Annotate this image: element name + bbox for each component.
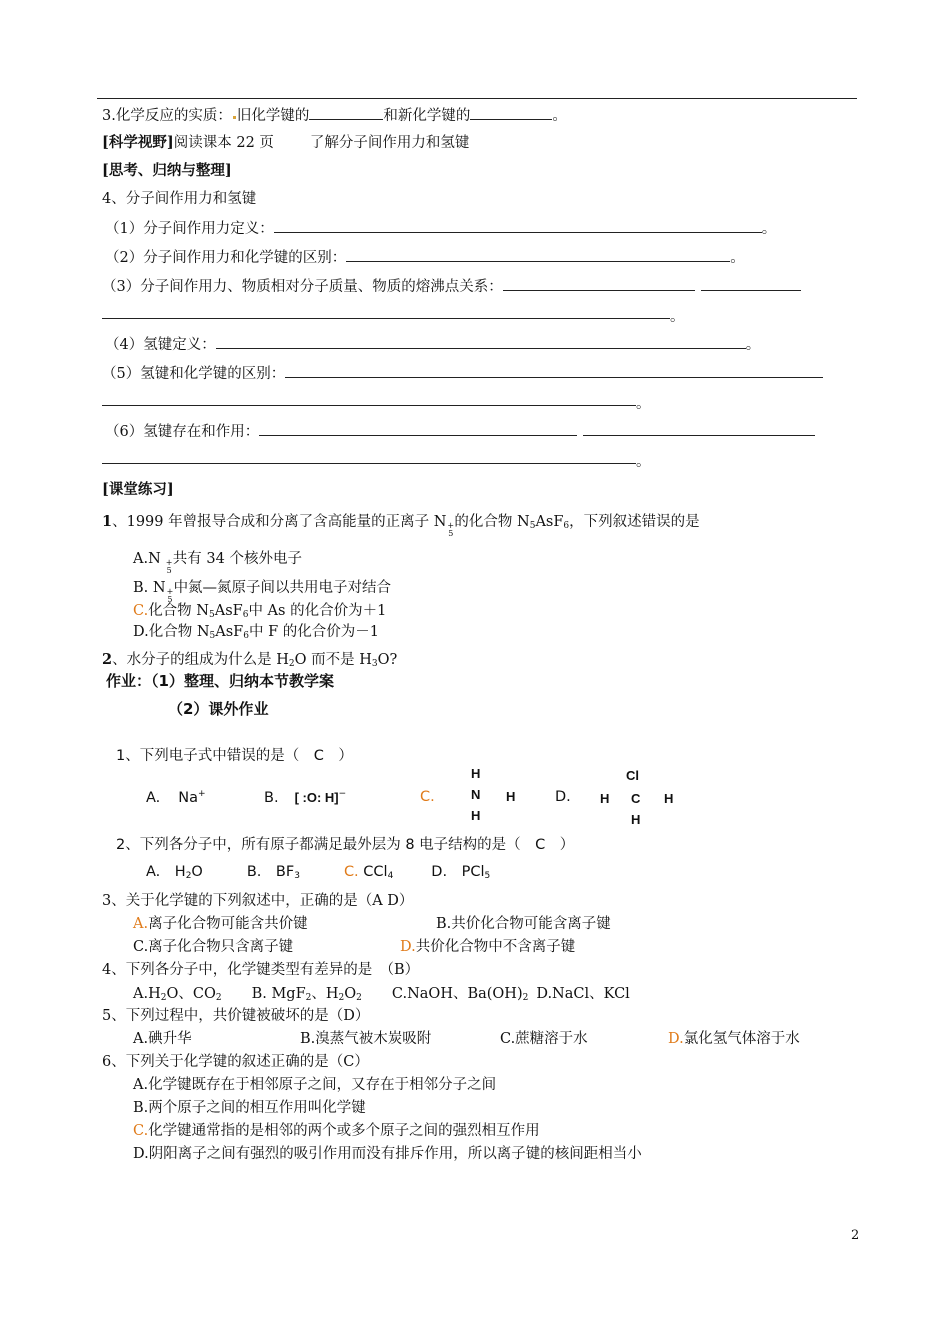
homework-line2: （2）课外作业 [168,700,269,718]
item4-title: 4、分子间作用力和氢键 [102,191,257,207]
hw4-option-b[interactable]: B. MgF$_2$、$H_2O_2$ [251,986,362,1003]
hw5-option-b[interactable]: B.溴蒸气被木炭吸附 [300,1031,432,1047]
hw2-option-b[interactable]: B. $BF_3$ [246,864,300,881]
blank-q6b[interactable] [583,421,815,436]
think-section-title: [思考、归纳与整理] [102,162,232,179]
blank-q4[interactable] [216,334,746,349]
blank-q2[interactable] [346,247,730,262]
hw3-stem: 3、关于化学键的下列叙述中，正确的是（A D） [102,893,414,909]
hw2-option-a[interactable]: A. $H_2O$ [146,864,203,881]
page-number: 2 [851,1228,860,1243]
hw6-stem: 6、下列关于化学键的叙述正确的是（C） [102,1054,369,1070]
hw4-stem: 4、下列各分子中，化学键类型有差异的是 （B） [102,962,420,978]
item4-q1: （1）分子间作用力定义： 。 [105,217,776,238]
blank-form[interactable] [470,105,552,120]
hw3-option-a[interactable]: A.离子化合物可能含共价键 [133,916,308,932]
blank-q6a[interactable] [259,421,577,436]
hw5-option-a[interactable]: A.碘升华 [133,1031,192,1047]
class-practice-title: [课堂练习] [102,481,174,498]
hw4-options [133,982,630,1003]
item4-q2: （2）分子间作用力和化学键的区别： 。 [105,246,745,267]
hw2-option-d[interactable]: D. PCl$_5$ [431,864,491,881]
hw2-option-c[interactable]: C. CCl$_4$ [343,864,394,881]
hw6-option-a[interactable]: A.化学键既存在于相邻原子之间，又存在于相邻分子之间 [133,1077,497,1093]
hw1-stem: 1、下列电子式中错误的是（ C ） [116,748,353,764]
hw1-option-d[interactable]: D. [555,789,571,805]
homework-title: 作业：（1）整理、归纳本节教学案 [106,672,334,690]
marker-dot [233,116,236,119]
hw5-stem: 5、下列过程中，共价键被破坏的是（D） [102,1008,370,1024]
header-rule [97,98,857,99]
item4-q3-end: 。 [670,309,685,325]
item4-q4: （4）氢键定义： 。 [105,333,760,354]
item4-q3: （3）分子间作用力、物质相对分子质量、物质的熔沸点关系： [102,275,801,296]
blank-q3b[interactable] [701,276,801,291]
science-view-line: [科学视野]阅读课本 22 页 了解分子间作用力和氢键 [102,134,470,151]
item4-q6: （6）氢键存在和作用： [105,420,815,441]
hw1-d-structure: Cl H C H H [600,768,674,827]
item4-q5: （5）氢键和化学键的区别： [102,362,823,383]
hw2-stem: 2、下列各分子中，所有原子都满足最外层为 8 电子结构的是（ C ） [116,837,575,853]
blank-q5a[interactable] [285,363,823,378]
hw3-option-b[interactable]: B.共价化合物可能含离子键 [436,916,611,932]
blank-q5b[interactable] [102,405,636,406]
blank-q3c[interactable] [102,318,670,319]
blank-break[interactable] [309,105,383,120]
blank-q1[interactable] [274,218,762,233]
hw1-option-a[interactable]: A. Na+ [146,789,206,806]
hw4-option-c[interactable]: C.NaOH、$Ba(OH)_2$ [391,986,529,1003]
hw6-option-d[interactable]: D.阴阳离子之间有强烈的吸引作用而没有排斥作用，所以离子键的核间距相当小 [133,1146,642,1162]
hw3-option-c[interactable]: C.离子化合物只含离子键 [133,939,294,955]
hw1-option-c[interactable]: C. [420,789,435,805]
hw3-option-d[interactable]: D.共价化合物中不含离子键 [400,939,576,955]
practice-1-option-a[interactable]: A.N + 5 共有 34 个核外电子 [133,551,302,575]
blank-q3a[interactable] [503,276,695,291]
hw1-option-b[interactable]: B. [ :O: H]− [264,789,347,806]
practice-1-stem: 1、1999 年曾报导合成和分离了含高能量的正离子 N + 5 的化合物 $N_5AsF_6$，下列叙述错误的是 [102,513,700,538]
practice-1-option-d[interactable]: D.化合物 $N_5AsF_6$中 F 的化合价为－1 [133,624,379,641]
hw6-option-b[interactable]: B.两个原子之间的相互作用叫化学键 [133,1100,366,1116]
hw4-option-d[interactable]: D.NaCl、KCl [536,986,630,1002]
hw5-option-c[interactable]: C.蔗糖溶于水 [500,1031,588,1047]
item4-q6-end: 。 [636,454,651,470]
blank-q6c[interactable] [102,463,636,464]
hw4-option-a[interactable]: $A.H_2O$、$CO_2$ [133,986,222,1003]
hw2-options [146,860,490,881]
practice-1-option-c[interactable]: C.化合物 $N_5AsF_6$中 As 的化合价为＋1 [133,603,387,620]
item3-line: 3.化学反应的实质： 旧化学键的 和新化学键的 。 [102,104,567,125]
practice-1-option-b[interactable]: B. N + 5 中氮—氮原子间以共用电子对结合 [133,580,392,604]
practice-2-stem: 2、水分子的组成为什么是 $H_2O$ 而不是 $H_3O$? [102,651,398,669]
hw6-option-c[interactable]: C.化学键通常指的是相邻的两个或多个原子之间的强烈相互作用 [133,1123,540,1139]
hw5-option-d[interactable]: D.氯化氢气体溶于水 [668,1031,800,1047]
hw1-c-structure: H N H H [471,766,516,823]
item4-q5-end: 。 [636,396,651,412]
